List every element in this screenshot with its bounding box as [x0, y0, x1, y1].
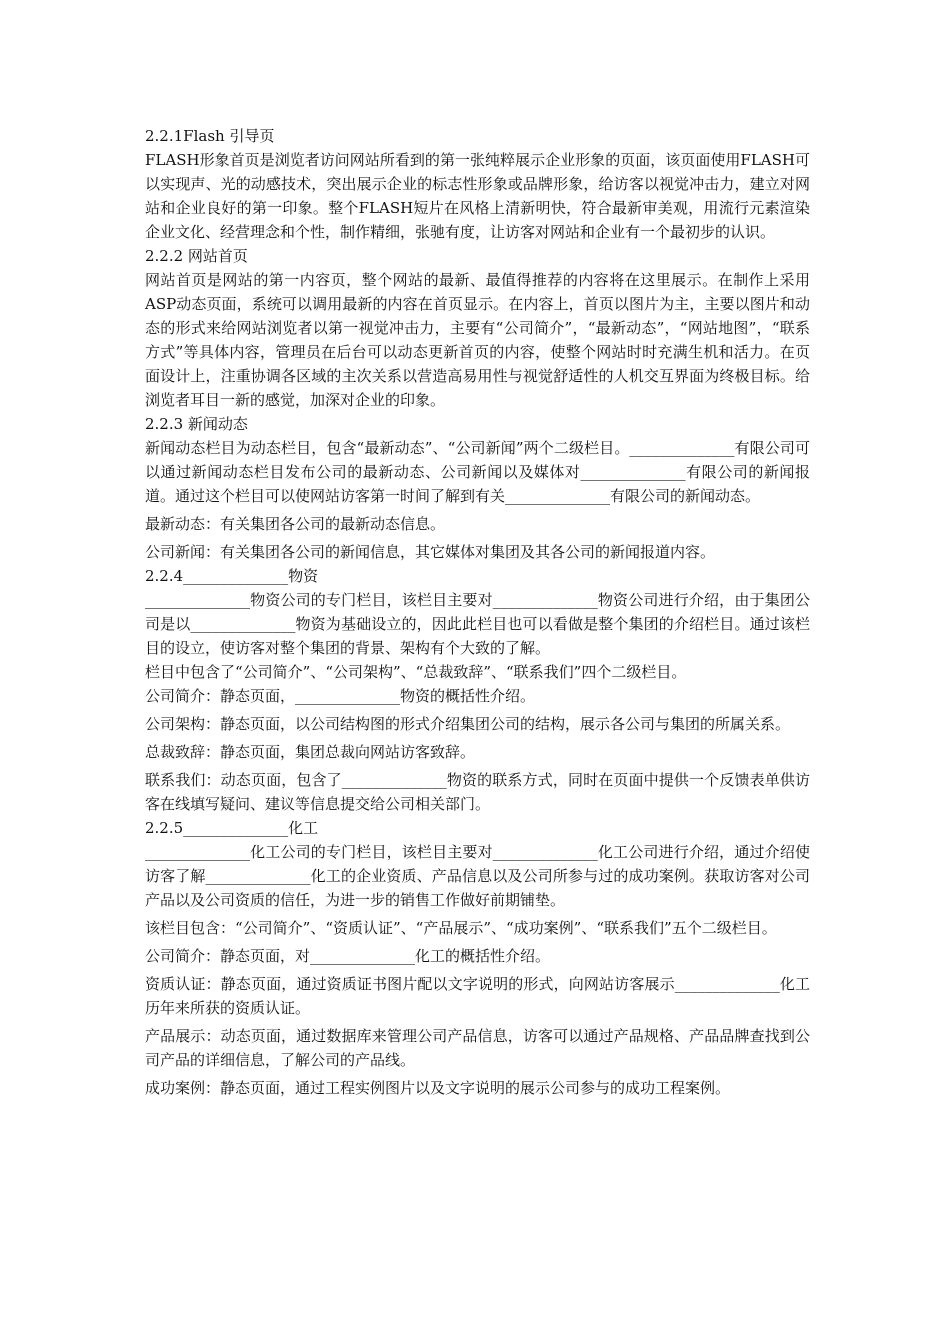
section-heading-2-2-2: 2.2.2 网站首页 [145, 247, 248, 265]
paragraph-materials-contact: 联系我们：动态页面，包含了______________物资的联系方式，同时在页面中提供一个反馈表单供访客在线填写疑问、建议等信息提交给公司相关部门。 [145, 771, 810, 813]
paragraph-chemical-certification: 资质认证：静态页面，通过资质证书图片配以文字说明的形式，向网站访客展示______________化工历年来所获的资质认证。 [145, 975, 810, 1017]
paragraph-flash-intro: FLASH形象首页是浏览者访问网站所看到的第一张纯粹展示企业形象的页面，该页面使用FLASH可以实现声、光的动感技术，突出展示企业的标志性形象或品牌形象，给访客以视觉冲击力，建立对网站和企业良好的第一印象。整个FLASH短片在风格上清新明快，符合最新审美观，用流行元素渲染企业文化、经营理念和个性，制作精细，张驰有度，让访客对网站和企业有一个最初步的认识。 [145, 151, 810, 241]
paragraph-materials-structure: 公司架构：静态页面，以公司结构图的形式介绍集团公司的结构，展示各公司与集团的所属关系。 [145, 715, 791, 733]
section-heading-2-2-1: 2.2.1Flash 引导页 [145, 127, 275, 145]
paragraph-chemical-intro: 公司简介：静态页面，对______________化工的概括性介绍。 [145, 947, 551, 965]
document-page [145, 124, 810, 1100]
paragraph-chemical-subsections: 该栏目包含：“公司简介”、“资质认证”、“产品展示”、“成功案例”、“联系我们”五个二级栏目。 [145, 919, 777, 937]
paragraph-company-news: 公司新闻：有关集团各公司的新闻信息，其它媒体对集团及其各公司的新闻报道内容。 [145, 543, 716, 561]
paragraph-materials-intro: 公司简介：静态页面，______________物资的概括性介绍。 [145, 687, 536, 705]
paragraph-materials-overview: ______________物资公司的专门栏目，该栏目主要对______________物资公司进行介绍，由于集团公司是以______________物资为基础设立的，因此此栏目也可以看做是整个集团的介绍栏目。通过该栏目的设立，使访客对整个集团的背景、架构有个大致的了解。 [145, 591, 810, 657]
section-heading-2-2-5: 2.2.5______________化工 [145, 819, 319, 837]
paragraph-chemical-products: 产品展示：动态页面，通过数据库来管理公司产品信息，访客可以通过产品规格、产品品牌查找到公司产品的详细信息，了解公司的产品线。 [145, 1027, 810, 1069]
paragraph-news-overview: 新闻动态栏目为动态栏目，包含“最新动态”、“公司新闻”两个二级栏目。______________有限公司可以通过新闻动态栏目发布公司的最新动态、公司新闻以及媒体对______________有限公司的新闻报道。通过这个栏目可以使网站访客第一时间了解到有关______________有限公司的新闻动态。 [145, 439, 810, 505]
paragraph-latest-news: 最新动态：有关集团各公司的最新动态信息。 [145, 515, 446, 533]
paragraph-homepage: 网站首页是网站的第一内容页，整个网站的最新、最值得推荐的内容将在这里展示。在制作上采用ASP动态页面，系统可以调用最新的内容在首页显示。在内容上，首页以图片为主，主要以图片和动态的形式来给网站浏览者以第一视觉冲击力，主要有“公司简介”，“最新动态”，“网站地图”，“联系方式”等具体内容，管理员在后台可以动态更新首页的内容，使整个网站时时充满生机和活力。在页面设计上，注重协调各区域的主次关系以营造高易用性与视觉舒适性的人机交互界面为终极目标。给浏览者耳目一新的感觉，加深对企业的印象。 [145, 271, 810, 409]
section-heading-2-2-3: 2.2.3 新闻动态 [145, 415, 248, 433]
section-heading-2-2-4: 2.2.4______________物资 [145, 567, 319, 585]
paragraph-materials-ceo: 总裁致辞：静态页面，集团总裁向网站访客致辞。 [145, 743, 476, 761]
paragraph-chemical-cases: 成功案例：静态页面，通过工程实例图片以及文字说明的展示公司参与的成功工程案例。 [145, 1079, 731, 1097]
paragraph-materials-subsections: 栏目中包含了“公司简介”、“公司架构”、“总裁致辞”、“联系我们”四个二级栏目。 [145, 663, 687, 681]
paragraph-chemical-overview: ______________化工公司的专门栏目，该栏目主要对______________化工公司进行介绍，通过介绍使访客了解______________化工的企业资质、产品信息以及公司所参与过的成功案例。获取访客对公司产品以及公司资质的信任，为进一步的销售工作做好前期铺垫。 [145, 843, 810, 909]
